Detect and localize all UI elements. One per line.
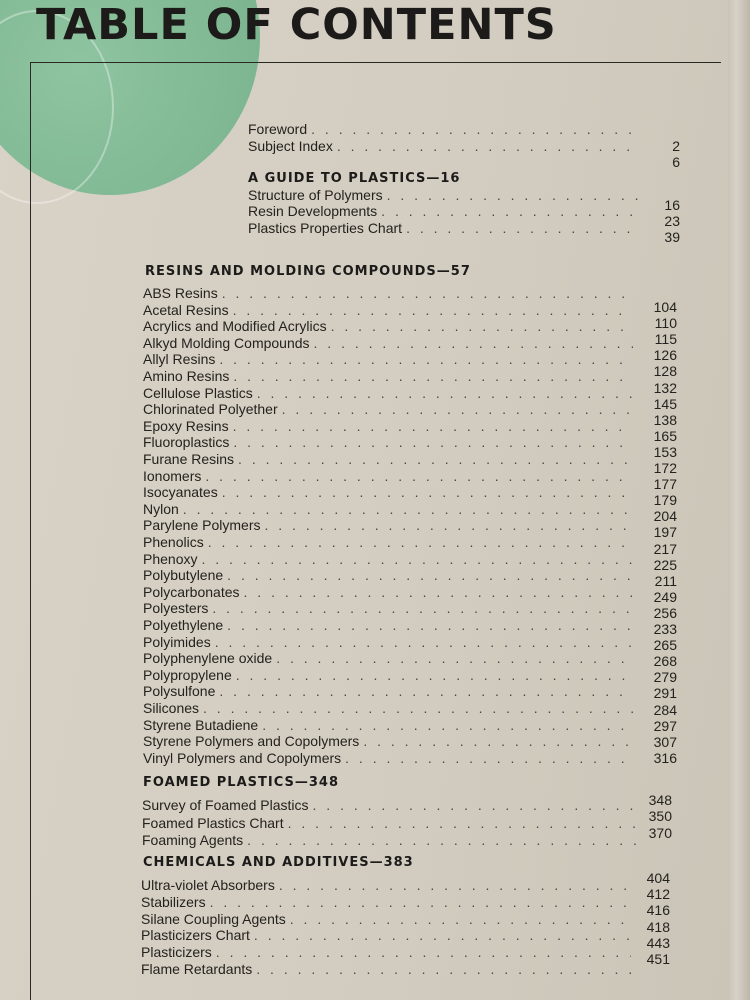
- page-number: 132: [653, 379, 677, 396]
- toc-entry-label: Parylene Polymers: [143, 517, 261, 534]
- leader-dots: [215, 634, 633, 650]
- toc-entry: [143, 517, 633, 533]
- page-number: 418: [646, 918, 670, 935]
- toc-entry: [248, 220, 640, 236]
- page-number: 217: [653, 540, 677, 557]
- toc-entry-label: Foamed Plastics Chart: [142, 815, 284, 831]
- toc-entry-label: Silicones: [143, 700, 200, 716]
- toc-entry: [143, 717, 633, 733]
- toc-entry: [248, 203, 640, 219]
- page-number: 348: [648, 792, 672, 808]
- leader-dots: [381, 203, 640, 219]
- toc-entry: [143, 584, 633, 600]
- page-number: 177: [653, 476, 677, 493]
- page-number: 138: [653, 411, 677, 428]
- toc-entry: [141, 927, 631, 943]
- page-number: 126: [653, 347, 677, 364]
- toc-entry-label: Plasticizers: [141, 944, 212, 961]
- page-number: 110: [654, 315, 677, 332]
- leader-dots: [205, 468, 633, 484]
- toc-entry: [143, 551, 633, 567]
- leader-dots: [290, 911, 631, 927]
- toc-entry: [141, 911, 631, 927]
- toc-entry: [143, 385, 633, 401]
- toc-entry-label: Acetal Resins: [143, 301, 229, 318]
- toc-entry: [143, 351, 633, 367]
- page-number: 291: [653, 685, 677, 702]
- toc-entry: [143, 434, 633, 450]
- page-number: 443: [646, 934, 670, 951]
- toc-entry-label: Polyethylene: [143, 617, 224, 633]
- leader-dots: [233, 302, 633, 318]
- toc-entry: [141, 944, 631, 960]
- page-number: 39: [664, 229, 680, 245]
- page-number: 297: [653, 717, 677, 734]
- toc-entry-label: Polysulfone: [143, 683, 216, 700]
- page-number: 416: [646, 902, 670, 919]
- leader-dots: [313, 797, 638, 813]
- toc-entry-label: Subject Index: [248, 138, 333, 154]
- toc-entry-label: Polypropylene: [143, 666, 232, 683]
- leader-dots: [363, 733, 633, 749]
- toc-entry-label: Plasticizers Chart: [141, 927, 250, 944]
- leader-dots: [387, 187, 640, 203]
- toc-entry-label: Ionomers: [143, 467, 202, 484]
- toc-entry-label: Nylon: [143, 500, 179, 517]
- toc-entry: [143, 285, 633, 301]
- toc-entry-label: Styrene Polymers and Copolymers: [143, 733, 360, 750]
- toc-entry: [143, 600, 633, 616]
- toc-entry: [143, 501, 633, 517]
- leader-dots: [345, 750, 633, 766]
- page-number: 451: [646, 951, 670, 967]
- page-number: 153: [653, 443, 677, 460]
- page-number: 370: [648, 825, 672, 841]
- leader-dots: [337, 138, 640, 154]
- leader-dots: [210, 894, 631, 910]
- toc-entry-subject-index: [248, 138, 640, 154]
- toc-entry-label: Flame Retardants: [141, 961, 253, 977]
- leader-dots: [219, 683, 633, 699]
- page-number: 104: [653, 299, 677, 315]
- page-edge: [728, 0, 750, 1000]
- toc-entry-label: Polybutylene: [143, 567, 224, 584]
- leader-dots: [183, 501, 633, 517]
- toc-entry: [143, 451, 633, 467]
- page-number: 265: [653, 637, 677, 654]
- page-number: 165: [653, 427, 677, 444]
- page-number: 172: [653, 460, 677, 476]
- section-heading-foamed: FOAMED PLASTICS—348: [143, 775, 339, 790]
- toc-entry: [143, 617, 633, 633]
- leader-dots: [212, 600, 633, 616]
- toc-entry-label: Polycarbonates: [143, 583, 240, 600]
- toc-entry: [143, 401, 633, 417]
- page-number: 284: [653, 701, 677, 718]
- leader-dots: [222, 484, 633, 500]
- toc-entry-label: Foaming Agents: [142, 832, 244, 848]
- page-number: 268: [653, 653, 677, 670]
- leader-dots: [238, 451, 633, 467]
- toc-entry: [143, 634, 633, 650]
- toc-entry: [143, 335, 633, 351]
- toc-entry: [141, 961, 631, 977]
- section-heading-chemicals: CHEMICALS AND ADDITIVES—383: [143, 855, 414, 870]
- leader-dots: [247, 832, 638, 848]
- leader-dots: [208, 534, 633, 550]
- page-number: 279: [653, 669, 677, 686]
- toc-entry-label: Polyesters: [143, 600, 209, 617]
- toc-entry: [143, 567, 633, 583]
- toc-entry-label: Polyimides: [143, 633, 211, 650]
- toc-entry-label: Silane Coupling Agents: [141, 910, 286, 927]
- leader-dots: [244, 584, 633, 600]
- toc-entry-label: Epoxy Resins: [143, 417, 229, 434]
- leader-dots: [216, 944, 631, 960]
- toc-entry-label: Phenoxy: [143, 550, 198, 567]
- leader-dots: [236, 667, 633, 683]
- toc-entry: [141, 894, 631, 910]
- page-number: 115: [654, 331, 677, 348]
- page-number: 307: [653, 733, 677, 750]
- leader-dots: [262, 717, 633, 733]
- toc-entry: [143, 318, 633, 334]
- page-number: 128: [653, 363, 677, 380]
- page-number: 197: [653, 524, 677, 541]
- leader-dots: [227, 567, 633, 583]
- toc-entry: [143, 650, 633, 666]
- leader-dots: [219, 351, 633, 367]
- leader-dots: [256, 961, 631, 977]
- page-title: TABLE OF CONTENTS: [36, 0, 557, 50]
- toc-entry-label: Alkyd Molding Compounds: [143, 334, 310, 351]
- toc-entry-label: Survey of Foamed Plastics: [142, 797, 309, 813]
- leader-dots: [203, 700, 633, 716]
- toc-entry: [143, 733, 633, 749]
- leader-dots: [406, 220, 640, 236]
- leader-dots: [257, 385, 633, 401]
- page-number: 211: [654, 572, 677, 589]
- leader-dots: [311, 121, 640, 137]
- toc-entry: [248, 187, 640, 203]
- toc-entry: [142, 815, 638, 831]
- leader-dots: [288, 815, 638, 831]
- toc-entry: [143, 750, 633, 766]
- toc-entry-label: ABS Resins: [143, 285, 218, 301]
- page-number: 145: [653, 395, 677, 412]
- toc-entry: [143, 302, 633, 318]
- page-number: 23: [664, 213, 680, 229]
- page-number: 6: [672, 154, 680, 170]
- leader-dots: [233, 418, 633, 434]
- toc-entry-label: Fluoroplastics: [143, 434, 230, 451]
- toc-entry: [142, 797, 638, 813]
- toc-entry: [143, 683, 633, 699]
- toc-entry: [143, 484, 633, 500]
- toc-entry-label: Chlorinated Polyether: [143, 401, 278, 418]
- leader-dots: [279, 877, 631, 893]
- toc-entry: [143, 667, 633, 683]
- toc-entry: [143, 534, 633, 550]
- toc-entry-label: Structure of Polymers: [248, 187, 383, 203]
- toc-entry-label: Allyl Resins: [143, 351, 216, 368]
- toc-entry-foreword: [248, 121, 640, 137]
- page-number: 256: [653, 604, 677, 621]
- toc-entry-label: Amino Resins: [143, 368, 230, 384]
- toc-entry-label: Vinyl Polymers and Copolymers: [143, 749, 342, 766]
- toc-entry-label: Resin Developments: [248, 203, 378, 219]
- page-number: 225: [653, 556, 677, 573]
- toc-entry: [143, 368, 633, 384]
- leader-dots: [331, 318, 633, 334]
- leader-dots: [201, 551, 633, 567]
- leader-dots: [233, 434, 633, 450]
- leader-dots: [222, 285, 633, 301]
- toc-entry-label: Furane Resins: [143, 451, 235, 467]
- leader-dots: [227, 617, 633, 633]
- toc-entry-label: Stabilizers: [141, 893, 206, 910]
- toc-entry: [141, 877, 631, 893]
- leader-dots: [276, 650, 633, 666]
- page-number: 2: [672, 138, 680, 154]
- toc-entry-label: Acrylics and Modified Acrylics: [143, 318, 327, 335]
- toc-entry-label: Cellulose Plastics: [143, 384, 253, 401]
- toc-entry: [143, 418, 633, 434]
- toc-entry-label: Foreword: [248, 121, 308, 137]
- toc-entry-label: Styrene Butadiene: [143, 716, 259, 733]
- toc-entry-label: Isocyanates: [143, 484, 218, 501]
- toc-entry-label: Ultra-violet Absorbers: [141, 877, 275, 893]
- page-number: 16: [664, 197, 680, 213]
- page-number: 233: [653, 621, 677, 637]
- page-number: 404: [646, 870, 670, 886]
- leader-dots: [265, 517, 634, 533]
- leader-dots: [254, 927, 631, 943]
- page-number: 350: [648, 808, 672, 824]
- toc-entry-label: Plastics Properties Chart: [248, 220, 403, 236]
- section-heading-guide: A GUIDE TO PLASTICS—16: [248, 171, 461, 186]
- page-number: 316: [653, 749, 677, 766]
- page-number: 412: [646, 886, 670, 903]
- page-number: 179: [653, 492, 677, 509]
- leader-dots: [314, 335, 633, 351]
- leader-dots: [282, 401, 633, 417]
- toc-entry: [143, 700, 633, 716]
- toc-entry-label: Phenolics: [143, 534, 204, 550]
- toc-entry: [142, 832, 638, 848]
- page-number: 204: [653, 508, 677, 525]
- section-heading-resins: RESINS AND MOLDING COMPOUNDS—57: [145, 264, 471, 279]
- leader-dots: [233, 368, 633, 384]
- toc-entry-label: Polyphenylene oxide: [143, 650, 273, 667]
- page-number: 249: [653, 588, 677, 605]
- toc-entry: [143, 468, 633, 484]
